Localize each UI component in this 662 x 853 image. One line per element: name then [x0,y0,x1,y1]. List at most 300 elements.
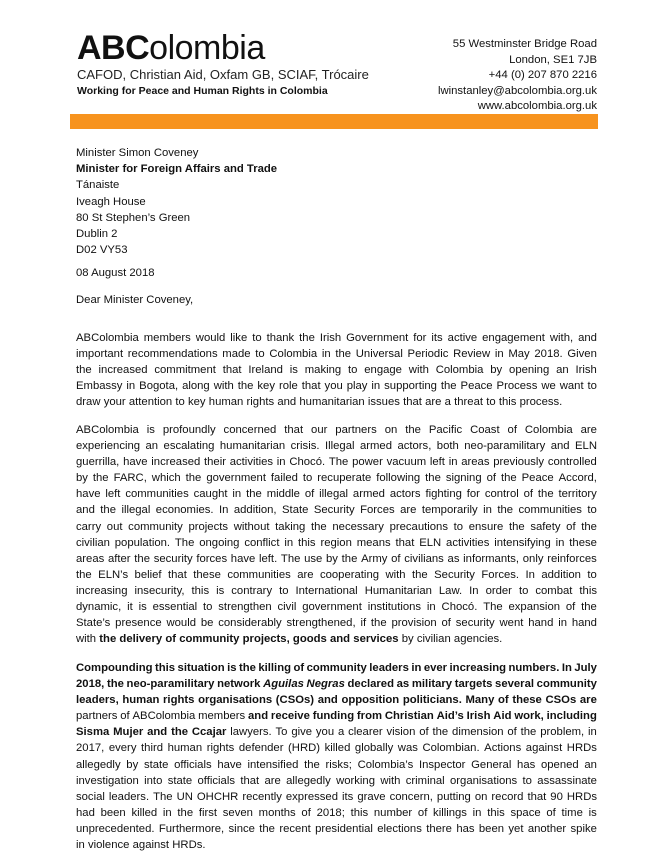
word: and [550,440,570,453]
word: lawyers. [230,726,272,739]
logo-title: ABColombia [77,29,265,67]
address-city: London, SE1 7JB [509,53,597,66]
word: into [144,774,163,787]
word: region [320,536,352,549]
word: officials [197,774,235,787]
paragraph-line [76,567,597,583]
word: the [76,364,92,377]
word: in [588,726,597,739]
word: temporarily [421,504,478,517]
word: have [217,758,242,771]
word: power [352,456,383,469]
paragraph-line [76,519,597,535]
word: Colombia [435,364,484,377]
word: in [494,348,504,361]
word: delivery [119,633,163,646]
word: concern, [389,790,433,803]
word: recently [242,790,282,803]
word: important [76,348,124,361]
word: of [120,710,130,723]
word: Irish [466,710,491,723]
word: Review [453,348,491,361]
word: is [289,364,298,377]
word: officials [174,758,212,771]
word: In [469,584,479,597]
word: unprecedented. [76,822,155,835]
header-divider-bar [70,114,598,129]
logo-tagline: Working for Peace and Human Rights in Colombia [77,85,328,97]
word: of [486,472,497,485]
word: strengthened, [286,617,356,630]
word: Colombia’s [357,758,414,771]
word: intensifying [494,536,551,549]
word: the [581,520,597,533]
word: ABColombia [76,424,139,436]
word: the [432,726,449,739]
word: politicians. [402,694,462,707]
word: Chocó. [289,456,326,469]
paragraph-line [76,454,597,470]
word: left [105,488,121,501]
word: work, [514,710,544,723]
word: of [304,488,315,501]
word: violence [87,839,130,852]
word: UN [176,790,193,803]
word: caught [193,488,228,501]
word: Mujer [113,726,144,739]
word: this [498,396,517,409]
word: with [408,364,429,377]
recipient-line: 80 St Stephen’s Green [76,211,191,224]
word: your [103,396,126,409]
word: defender [238,742,284,755]
word: of [546,806,556,819]
paragraph-line [76,330,597,346]
word: the [537,488,554,501]
word: the [520,726,537,739]
word: in [371,380,381,393]
word: with [76,633,97,646]
word: security [455,617,495,630]
word: Colombia [269,348,318,361]
word: 2017, [76,742,105,755]
word: Irish [575,364,597,377]
word: July [574,662,597,674]
word: by [401,633,414,646]
word: to [453,520,464,533]
word: these [569,536,597,549]
word: of [417,806,428,819]
word: is [216,584,225,597]
word: had [76,806,95,819]
word: against [132,839,170,852]
word: of [391,552,401,565]
word: on [384,424,398,436]
word: with [380,774,401,787]
word: elections [377,822,422,835]
paragraph-line [76,757,597,773]
word: use [304,552,323,565]
word: International [295,584,358,597]
word: in [276,456,286,469]
word: May [508,348,530,361]
recipient-name: Minister Simon Coveney [76,147,199,159]
word: goods [292,633,327,646]
address-street: 55 Westminster Bridge Road [452,38,597,50]
word: The [328,456,349,469]
paragraph-line [76,660,597,676]
word: our [311,424,328,436]
word: space [510,806,541,819]
word: opposition [341,694,400,707]
word: the [500,472,517,485]
word: partners [335,424,377,436]
word: safety [530,520,561,533]
word: organisations [450,774,518,787]
recipient-line: Dublin 2 [76,228,118,241]
word: targets [454,678,493,691]
address-email: lwinstanley@abcolombia.org.uk [437,84,597,97]
word: issues [367,396,400,409]
word: problem, [540,726,585,739]
word: ELN [419,536,442,549]
word: this [579,584,597,597]
word: The [280,552,301,565]
word: are [579,694,597,707]
word: signing [445,472,482,485]
word: that [301,380,321,393]
word: out [106,520,123,533]
word: and [277,396,297,409]
word: Aid [493,710,512,723]
word: hand [571,617,597,630]
word: of [441,617,451,630]
word: hand [528,617,554,630]
word: following [376,472,421,485]
word: State’s [76,617,111,630]
word: assassinate [537,774,597,787]
word: Compounding [76,662,153,674]
word: Government [346,332,409,344]
word: services [353,633,399,646]
word: made [222,348,251,361]
word: you [315,726,335,739]
paragraph-line [76,394,597,410]
word: opening [509,364,550,377]
word: to [587,568,597,581]
word: the [497,504,514,517]
letter-date: 08 August 2018 [76,267,155,279]
word: supporting [384,380,437,393]
word: of [507,424,517,436]
word: have [230,552,256,565]
word: recuperate [317,472,372,485]
word: these [193,568,221,581]
word: order [485,584,512,597]
word: of [507,726,517,739]
word: increasing [76,584,128,597]
word: Colombian. [422,742,480,755]
word: to [175,396,185,409]
word: The [483,601,503,614]
word: yet [508,822,524,835]
word: the [246,488,262,501]
word: Illegal [324,440,355,453]
word: humanitarian [219,440,286,453]
paragraph-line [76,362,597,378]
word: General [471,758,512,771]
word: Peace [521,472,554,485]
address-website: www.abcolombia.org.uk [477,100,597,113]
word: projects [188,520,229,533]
word: armed [352,488,385,501]
word: of [565,601,576,614]
word: escalating [163,440,215,453]
word: Bogota, [139,380,179,393]
word: in [126,380,136,393]
word: key [188,396,206,409]
word: population. [114,536,171,549]
word: this [487,806,505,819]
word: to [279,584,289,597]
paragraph-line [76,615,597,631]
word: by [326,552,338,565]
word: are [297,568,314,581]
word: means [356,536,391,549]
word: 2018. [534,348,563,361]
word: third [141,742,164,755]
word: organisations [198,694,273,707]
word: necessary [332,520,384,533]
word: Chocó. [441,601,478,614]
word: the [508,520,525,533]
word: there [426,822,452,835]
word: The [174,536,195,549]
word: profoundly [162,424,216,436]
paragraph-line [76,837,597,853]
word: the [237,380,254,393]
recipient-block [76,145,277,258]
word: community [536,678,597,691]
word: contrary [231,584,273,597]
word: is [146,424,155,436]
word: Embassy [76,380,123,393]
word: numbers. [508,662,560,674]
word: to [348,364,358,377]
recipient-line: Iveagh House [76,195,146,208]
paragraph-line [76,773,597,789]
word: To [275,726,288,739]
word: to [587,380,597,393]
word: been [100,806,126,819]
word: Ireland [248,364,283,377]
word: Given [567,348,597,361]
word: the [100,504,117,517]
word: essential [152,601,198,614]
word: Accord, [558,472,597,485]
paragraph-line [76,422,597,438]
word: crisis. [290,440,320,453]
word: activities [229,456,274,469]
word: combat [535,584,573,597]
word: to [486,396,496,409]
word: community [128,520,183,533]
word: network [217,678,261,691]
word: recent [279,822,311,835]
word: from [356,710,383,723]
word: play [346,380,368,393]
word: time [561,806,583,819]
word: leaders, [76,694,119,707]
word: went [499,617,524,630]
word: the [411,568,428,581]
word: you [324,380,343,393]
word: civil [277,601,297,614]
recipient-line: D02 VY53 [76,244,128,257]
word: Periodic [407,348,449,361]
word: in [321,348,331,361]
word: the [177,806,194,819]
word: against [525,742,563,755]
word: rights [246,396,275,409]
word: declared [347,678,394,691]
word: increased [98,364,148,377]
word: state [143,758,169,771]
word: in [448,456,458,469]
word: to [203,601,213,614]
word: by [126,758,139,771]
word: this [350,806,369,819]
word: months [258,806,296,819]
word: funding [312,710,355,723]
word: their [204,456,226,469]
word: social [76,790,105,803]
word: clearer [348,726,383,739]
word: have [76,488,101,501]
word: killing [258,662,291,674]
word: neo-paramilitary [464,440,546,453]
word: the [171,726,189,739]
word: failed [270,472,298,485]
paragraph-line [76,708,597,724]
word: number [373,806,413,819]
word: Peace [460,380,493,393]
paragraph-line [76,535,597,551]
word: the [425,472,441,485]
word: State [282,504,309,517]
word: Inspector [418,758,466,771]
word: actors [389,488,421,501]
word: for [413,332,427,344]
word: globally [354,742,394,755]
word: killed [131,806,158,819]
word: insecurity, [134,584,185,597]
word: of [498,694,509,707]
word: this [155,662,176,674]
word: in [411,662,422,674]
word: that [222,364,242,377]
recipient-title: Minister for Foreign Affairs and Trade [76,163,278,176]
word: in [284,536,294,549]
word: the [92,472,109,485]
word: to [252,332,262,344]
word: addition, [233,504,277,517]
paragraph-line [76,805,597,821]
word: the [238,662,256,674]
word: Negras [306,678,345,691]
word: neo-paramilitary [126,678,215,691]
word: military [411,678,453,691]
word: that [527,790,547,803]
word: strengthen [218,601,272,614]
word: the [76,568,92,581]
paragraph-line [76,692,597,708]
word: the [341,552,358,565]
word: with [213,380,234,393]
word: communities [125,488,189,501]
word: threat [454,396,484,409]
word: grave [357,790,386,803]
word: been [478,822,505,835]
word: (CSOs) [275,694,315,707]
word: ongoing [199,536,240,549]
word: Aid’s [436,710,464,723]
address-phone: +44 (0) 207 870 2216 [488,69,597,82]
word: for [466,488,480,501]
word: only [522,552,544,565]
word: the [440,380,457,393]
paragraph [76,660,597,853]
word: partners [76,710,118,723]
paragraph-line [76,470,597,486]
word: dimension [452,726,504,739]
word: criminal [405,774,445,787]
paragraph-line [76,631,597,647]
word: that [240,774,260,787]
word: human [167,742,203,755]
word: left [429,456,445,469]
word: active [447,332,478,344]
word: left. [259,552,278,565]
word: give [291,726,313,739]
word: addition [541,568,581,581]
word: security [153,552,193,565]
word: is [227,662,237,674]
word: precautions [389,520,448,533]
paragraph-line [76,676,597,692]
word: HRDs [566,742,597,755]
word: state [167,774,193,787]
paragraph-line [76,599,597,615]
word: if [360,617,367,630]
word: is [588,806,597,819]
word: that [167,568,187,581]
word: cooperating [319,568,380,581]
paragraph-line [76,740,597,756]
word: carry [76,520,102,533]
word: leaders. [108,790,150,803]
word: Irish [319,332,342,344]
word: the [370,617,387,630]
word: an [556,364,569,377]
word: situation [177,662,225,674]
paragraph-line [76,502,597,518]
word: Ccajar [191,726,227,739]
word: engage [364,364,402,377]
word: government [302,601,362,614]
word: activities [446,536,490,549]
word: are [264,774,281,787]
